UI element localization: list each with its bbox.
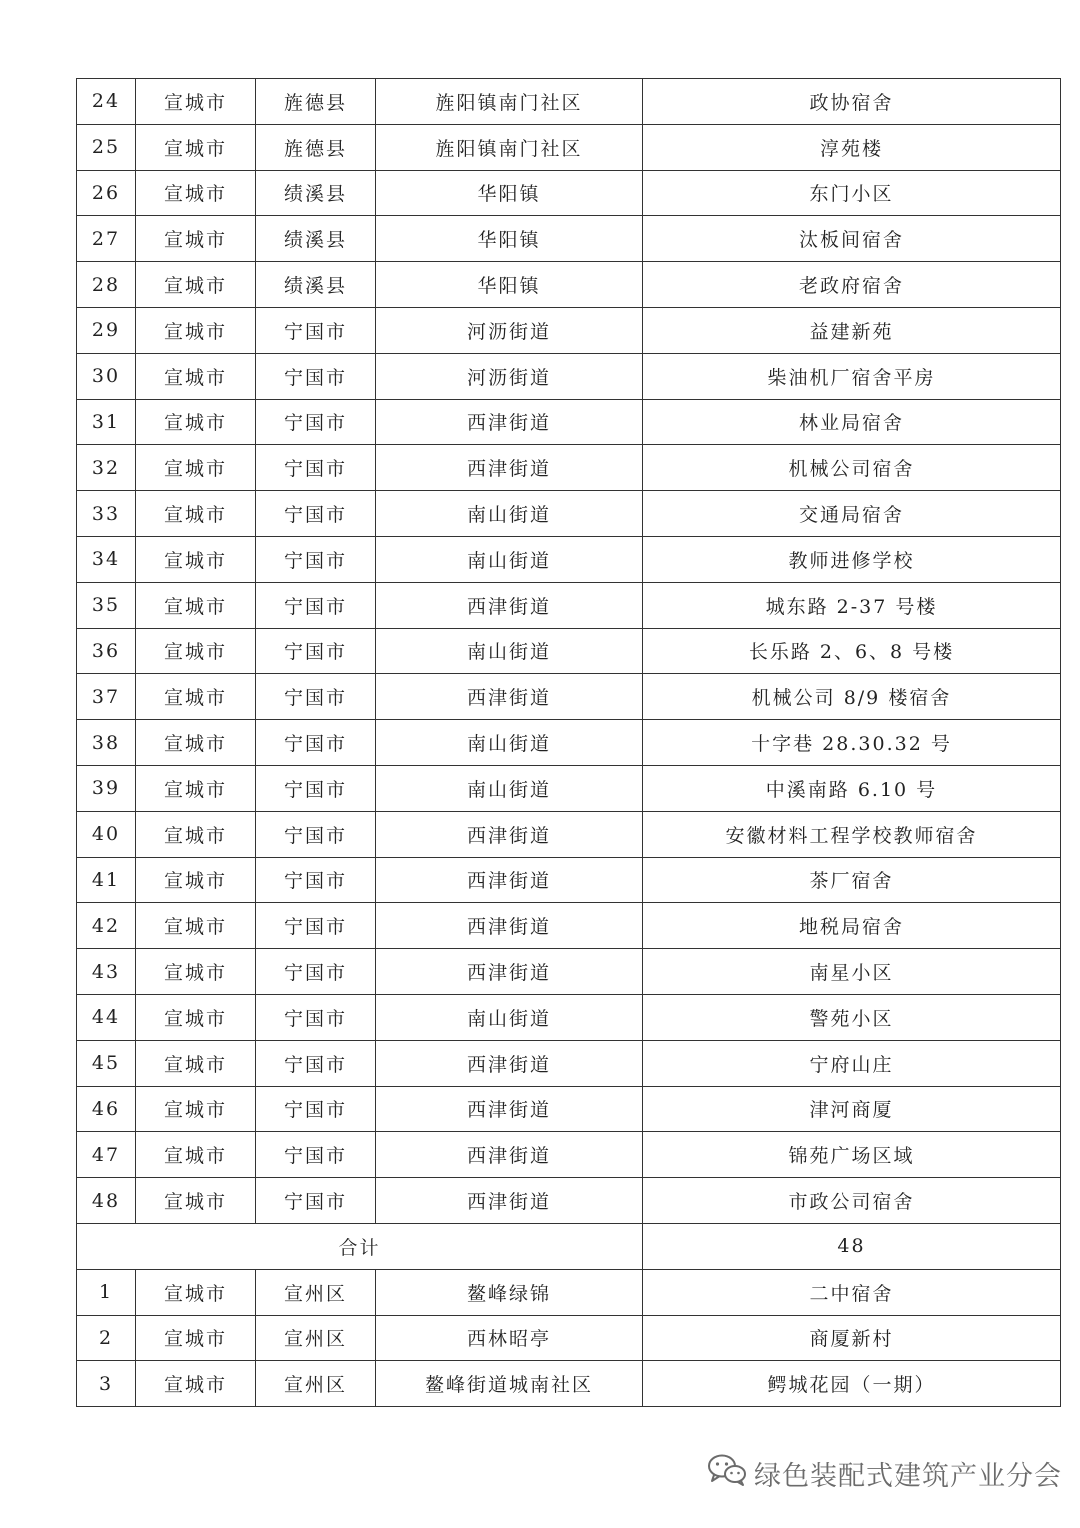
cell-index: 26: [77, 170, 136, 216]
cell-city: 宣城市: [136, 765, 256, 811]
cell-index: 40: [77, 811, 136, 857]
cell-city: 宣城市: [136, 170, 256, 216]
cell-county: 宁国市: [256, 994, 376, 1040]
cell-county: 宁国市: [256, 1040, 376, 1086]
cell-index: 37: [77, 674, 136, 720]
cell-city: 宣城市: [136, 536, 256, 582]
table-row: [77, 1132, 1061, 1178]
table-row: [77, 399, 1061, 445]
cell-city: 宣城市: [136, 353, 256, 399]
cell-street: 旌阳镇南门社区: [376, 79, 643, 125]
cell-city: 宣城市: [136, 903, 256, 949]
cell-city: 宣城市: [136, 1086, 256, 1132]
cell-street: 西津街道: [376, 1132, 643, 1178]
cell-index: 44: [77, 994, 136, 1040]
cell-city: 宣城市: [136, 582, 256, 628]
table-row: [77, 1361, 1061, 1407]
table-row: [77, 536, 1061, 582]
cell-index: 38: [77, 720, 136, 766]
cell-county: 宁国市: [256, 1132, 376, 1178]
cell-county: 旌德县: [256, 79, 376, 125]
cell-city: 宣城市: [136, 720, 256, 766]
cell-street: 河沥街道: [376, 307, 643, 353]
cell-county: 宣州区: [256, 1315, 376, 1361]
cell-street: 西津街道: [376, 582, 643, 628]
cell-city: 宣城市: [136, 1361, 256, 1407]
cell-index: 27: [77, 216, 136, 262]
cell-county: 宁国市: [256, 765, 376, 811]
cell-community: 机械公司宿舍: [643, 445, 1061, 491]
table-row: [77, 124, 1061, 170]
table-row: [77, 857, 1061, 903]
cell-index: 28: [77, 262, 136, 308]
cell-index: 31: [77, 399, 136, 445]
cell-city: 宣城市: [136, 628, 256, 674]
cell-city: 宣城市: [136, 307, 256, 353]
total-value: 48: [643, 1223, 1061, 1269]
cell-county: 旌德县: [256, 124, 376, 170]
cell-county: 宁国市: [256, 445, 376, 491]
cell-community: 交通局宿舍: [643, 491, 1061, 537]
cell-community: 市政公司宿舍: [643, 1178, 1061, 1224]
cell-county: 宁国市: [256, 811, 376, 857]
cell-street: 西津街道: [376, 399, 643, 445]
cell-street: 旌阳镇南门社区: [376, 124, 643, 170]
table-row: [77, 1086, 1061, 1132]
cell-community: 老政府宿舍: [643, 262, 1061, 308]
cell-city: 宣城市: [136, 811, 256, 857]
table-row: [77, 79, 1061, 125]
cell-index: 30: [77, 353, 136, 399]
cell-community: 津河商厦: [643, 1086, 1061, 1132]
cell-city: 宣城市: [136, 994, 256, 1040]
cell-community: 商厦新村: [643, 1315, 1061, 1361]
cell-county: 绩溪县: [256, 170, 376, 216]
cell-county: 宁国市: [256, 720, 376, 766]
cell-index: 25: [77, 124, 136, 170]
cell-county: 宁国市: [256, 949, 376, 995]
cell-street: 南山街道: [376, 720, 643, 766]
table-row: [77, 170, 1061, 216]
table-body-total: [77, 1223, 1061, 1269]
cell-community: 汰板间宿舍: [643, 216, 1061, 262]
table-row: [77, 765, 1061, 811]
cell-county: 宁国市: [256, 491, 376, 537]
cell-community: 南星小区: [643, 949, 1061, 995]
cell-index: 47: [77, 1132, 136, 1178]
cell-index: 24: [77, 79, 136, 125]
cell-street: 南山街道: [376, 994, 643, 1040]
cell-index: 1: [77, 1269, 136, 1315]
cell-street: 西津街道: [376, 445, 643, 491]
watermark-text: 绿色装配式建筑产业分会: [754, 1460, 1062, 1492]
cell-county: 宁国市: [256, 628, 376, 674]
cell-community: 林业局宿舍: [643, 399, 1061, 445]
cell-county: 宁国市: [256, 857, 376, 903]
cell-county: 宁国市: [256, 307, 376, 353]
cell-street: 鳌峰绿锦: [376, 1269, 643, 1315]
cell-street: 南山街道: [376, 491, 643, 537]
table-row: [77, 628, 1061, 674]
cell-index: 42: [77, 903, 136, 949]
cell-community: 茶厂宿舍: [643, 857, 1061, 903]
cell-county: 宁国市: [256, 1086, 376, 1132]
table-row: [77, 1040, 1061, 1086]
cell-county: 宁国市: [256, 399, 376, 445]
cell-index: 29: [77, 307, 136, 353]
cell-community: 政协宿舍: [643, 79, 1061, 125]
cell-community: 长乐路 2、6、8 号楼: [643, 628, 1061, 674]
table-row: [77, 216, 1061, 262]
cell-index: 45: [77, 1040, 136, 1086]
cell-street: 西津街道: [376, 811, 643, 857]
cell-street: 西津街道: [376, 674, 643, 720]
cell-street: 西津街道: [376, 1086, 643, 1132]
cell-street: 西津街道: [376, 857, 643, 903]
cell-index: 43: [77, 949, 136, 995]
table-row: [77, 949, 1061, 995]
table-row: [77, 582, 1061, 628]
cell-city: 宣城市: [136, 949, 256, 995]
cell-city: 宣城市: [136, 857, 256, 903]
cell-index: 48: [77, 1178, 136, 1224]
cell-community: 中溪南路 6.10 号: [643, 765, 1061, 811]
housing-table: [76, 78, 1061, 1407]
table-row: [77, 994, 1061, 1040]
table-row: [77, 1269, 1061, 1315]
cell-community: 柴油机厂宿舍平房: [643, 353, 1061, 399]
cell-index: 32: [77, 445, 136, 491]
table-row: [77, 445, 1061, 491]
cell-community: 东门小区: [643, 170, 1061, 216]
cell-street: 南山街道: [376, 765, 643, 811]
cell-community: 二中宿舍: [643, 1269, 1061, 1315]
table-row: [77, 1315, 1061, 1361]
cell-community: 淳苑楼: [643, 124, 1061, 170]
cell-street: 鳌峰街道城南社区: [376, 1361, 643, 1407]
table-row: [77, 353, 1061, 399]
cell-county: 宁国市: [256, 674, 376, 720]
cell-city: 宣城市: [136, 399, 256, 445]
cell-index: 35: [77, 582, 136, 628]
cell-city: 宣城市: [136, 79, 256, 125]
cell-index: 34: [77, 536, 136, 582]
cell-street: 西津街道: [376, 903, 643, 949]
table-row: [77, 307, 1061, 353]
cell-street: 西津街道: [376, 949, 643, 995]
table-body-upper: [77, 79, 1061, 1224]
table-row: [77, 903, 1061, 949]
cell-street: 南山街道: [376, 628, 643, 674]
cell-community: 教师进修学校: [643, 536, 1061, 582]
cell-county: 绩溪县: [256, 216, 376, 262]
table-row: [77, 674, 1061, 720]
cell-community: 机械公司 8/9 楼宿舍: [643, 674, 1061, 720]
wechat-icon: [706, 1452, 754, 1495]
cell-community: 宁府山庄: [643, 1040, 1061, 1086]
cell-county: 宁国市: [256, 1178, 376, 1224]
cell-community: 鳄城花园（一期）: [643, 1361, 1061, 1407]
cell-city: 宣城市: [136, 1269, 256, 1315]
watermark: [706, 1448, 1062, 1498]
cell-city: 宣城市: [136, 1178, 256, 1224]
cell-street: 华阳镇: [376, 216, 643, 262]
cell-city: 宣城市: [136, 216, 256, 262]
table-body-lower: [77, 1269, 1061, 1406]
total-label: 合计: [77, 1223, 643, 1269]
cell-county: 宁国市: [256, 536, 376, 582]
cell-city: 宣城市: [136, 1040, 256, 1086]
cell-county: 宣州区: [256, 1269, 376, 1315]
cell-index: 46: [77, 1086, 136, 1132]
cell-community: 安徽材料工程学校教师宿舍: [643, 811, 1061, 857]
cell-city: 宣城市: [136, 445, 256, 491]
cell-street: 南山街道: [376, 536, 643, 582]
table-row: [77, 262, 1061, 308]
cell-index: 39: [77, 765, 136, 811]
cell-city: 宣城市: [136, 491, 256, 537]
cell-city: 宣城市: [136, 674, 256, 720]
table-row: [77, 720, 1061, 766]
cell-street: 西津街道: [376, 1178, 643, 1224]
cell-county: 宣州区: [256, 1361, 376, 1407]
cell-street: 河沥街道: [376, 353, 643, 399]
table-row: [77, 491, 1061, 537]
cell-index: 3: [77, 1361, 136, 1407]
cell-index: 2: [77, 1315, 136, 1361]
table-row: [77, 811, 1061, 857]
cell-city: 宣城市: [136, 262, 256, 308]
cell-community: 地税局宿舍: [643, 903, 1061, 949]
cell-county: 宁国市: [256, 903, 376, 949]
cell-community: 警苑小区: [643, 994, 1061, 1040]
table-row: [77, 1178, 1061, 1224]
cell-street: 华阳镇: [376, 170, 643, 216]
cell-county: 宁国市: [256, 582, 376, 628]
cell-street: 西林昭亭: [376, 1315, 643, 1361]
cell-street: 西津街道: [376, 1040, 643, 1086]
cell-community: 益建新苑: [643, 307, 1061, 353]
cell-community: 锦苑广场区域: [643, 1132, 1061, 1178]
cell-city: 宣城市: [136, 124, 256, 170]
total-row: [77, 1223, 1061, 1269]
cell-index: 41: [77, 857, 136, 903]
cell-city: 宣城市: [136, 1315, 256, 1361]
cell-county: 宁国市: [256, 353, 376, 399]
cell-street: 华阳镇: [376, 262, 643, 308]
cell-city: 宣城市: [136, 1132, 256, 1178]
cell-index: 33: [77, 491, 136, 537]
cell-index: 36: [77, 628, 136, 674]
cell-county: 绩溪县: [256, 262, 376, 308]
cell-community: 城东路 2-37 号楼: [643, 582, 1061, 628]
cell-community: 十字巷 28.30.32 号: [643, 720, 1061, 766]
